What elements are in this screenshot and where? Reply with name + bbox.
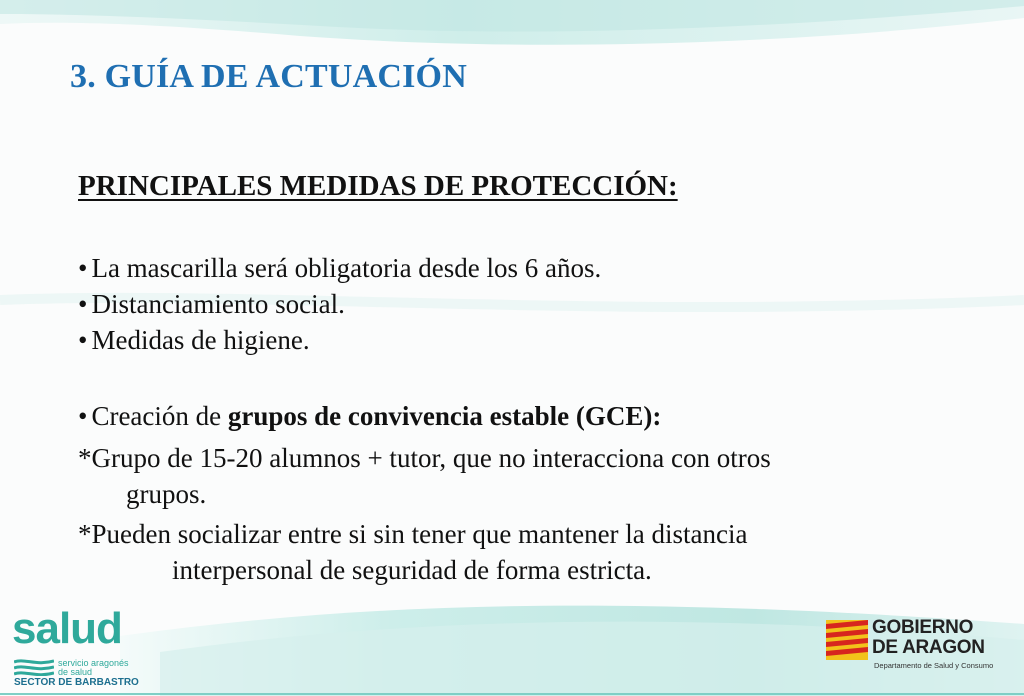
salud-logo xyxy=(10,606,150,690)
gobierno-logo-line: GOBIERNO xyxy=(872,617,974,638)
note-line-continuation: grupos. xyxy=(126,479,207,509)
wave-icon xyxy=(14,658,54,676)
section-heading: PRINCIPALES MEDIDAS DE PROTECCIÓN: xyxy=(78,170,678,202)
salud-logo-line: servicio aragonés xyxy=(58,658,129,668)
aragon-flag-icon xyxy=(826,620,868,660)
gce-prefix: Creación de xyxy=(91,401,228,431)
bullet-text: Medidas de higiene. xyxy=(91,325,310,355)
bullet-mark: • xyxy=(78,401,88,431)
gce-bold-text: grupos de convivencia estable (GCE): xyxy=(227,401,662,431)
bullet-text: La mascarilla será obligatoria desde los 6 años. xyxy=(91,253,602,283)
bullet-item xyxy=(78,286,345,322)
bullet-item xyxy=(78,322,310,358)
note-line: *Pueden socializar entre si sin tener que mantener la distancia xyxy=(78,519,748,549)
gobierno-logo-department: Departamento de Salud y Consumo xyxy=(874,661,994,670)
bullet-mark: • xyxy=(78,325,88,355)
note-line: *Grupo de 15-20 alumnos + tutor, que no interacciona con otros xyxy=(78,443,771,473)
gobierno-aragon-logo xyxy=(826,616,1016,676)
gobierno-logo-line: DE ARAGON xyxy=(872,637,985,658)
salud-logo-word: salud xyxy=(12,604,122,653)
bullet-item xyxy=(78,250,601,286)
slide-title: 3. GUÍA DE ACTUACIÓN xyxy=(70,58,467,95)
salud-logo-line: de salud xyxy=(58,667,93,677)
salud-logo-sector: SECTOR DE BARBASTRO xyxy=(14,677,139,688)
note-line-continuation: interpersonal de seguridad de forma estricta. xyxy=(172,555,652,585)
bullet-mark: • xyxy=(78,253,88,283)
bullet-item-gce xyxy=(78,398,661,434)
bullet-text: Distanciamiento social. xyxy=(91,289,345,319)
bullet-mark: • xyxy=(78,289,88,319)
